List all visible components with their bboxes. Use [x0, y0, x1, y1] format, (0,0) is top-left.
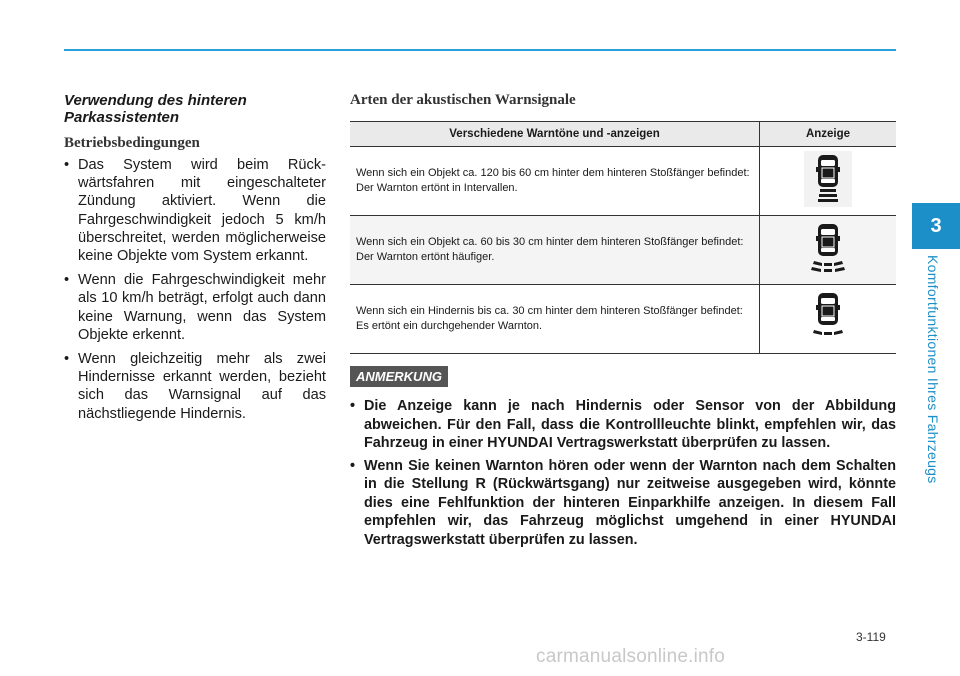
section-subtitle: Betriebsbedingungen — [64, 135, 200, 151]
watermark: carmanualsonline.info — [536, 646, 726, 667]
warning-table — [350, 121, 896, 354]
table-cell-icon — [760, 285, 897, 354]
table-header-cell: Verschiedene Warntöne und -anzeigen — [350, 122, 760, 147]
table-row — [350, 147, 896, 216]
list-item: • Wenn Sie keinen Warnton hören oder wenn der Warnton nach dem Schalten in die Stellung R (Rückwärtsgang) nur zeitweise ausgegeben wird, könnte dies eine Fehlfunktion der hinteren Einparkhilfe anzeigen. In diesem Fall empfehlen wir, das Fahrzeug möglichst umgehend in einer HYUNDAI Vertragswerkstatt überprüfen zu lassen. — [350, 457, 896, 548]
car-rear-sensor-far-icon — [804, 151, 852, 207]
note-list — [350, 397, 896, 549]
table-title: Arten der akustischen Warnsignale — [350, 92, 576, 108]
note-badge: ANMERKUNG — [350, 366, 448, 387]
list-item: • Das System wird beim Rückwärtsfahren mit eingeschalteter Zündung aktiviert. Wenn die Fahrgeschwindigkeit jedoch 5 km/h überschreitet, werden möglicherweise keine Objekte vom System erkannt. — [64, 157, 326, 265]
left-column — [64, 92, 326, 429]
condition-list — [64, 156, 326, 423]
table-header-cell: Anzeige — [760, 122, 897, 147]
bullet-icon: • — [350, 457, 356, 474]
list-item: • Die Anzeige kann je nach Hindernis oder Sensor von der Abbildung abweichen. Für den Fall, dass die Kontrollleuchte blinkt, empfehlen wir, das Fahrzeug in einer HYUNDAI Vertragswerkstatt überprüfen zu lassen. — [350, 398, 896, 451]
page-number: 3-119 — [856, 630, 886, 644]
bullet-icon: • — [64, 157, 70, 173]
list-item: • Wenn die Fahrgeschwindigkeit mehr als 10 km/h beträgt, erfolgt auch dann keine Warnung, wenn das System Objekte erkennt. — [64, 272, 326, 343]
table-cell-text: Wenn sich ein Hindernis bis ca. 30 cm hinter dem hinteren Stoßfänger befindet: Es ertönt ein durchgehender Warnton. — [350, 285, 760, 354]
table-row — [350, 216, 896, 285]
car-rear-sensor-mid-icon — [804, 220, 852, 276]
table-cell-icon — [760, 147, 897, 216]
chapter-tab: 3 — [912, 203, 960, 249]
top-rule — [64, 49, 896, 51]
table-cell-text: Wenn sich ein Objekt ca. 60 bis 30 cm hinter dem hinteren Stoßfänger befindet: Der Warnton ertönt häufiger. — [350, 216, 760, 285]
bullet-icon: • — [64, 272, 70, 289]
list-item: • Wenn gleichzeitig mehr als zwei Hindernisse erkannt werden, bezieht sich das Warnsignal auf das nächstliegende Hindernis. — [64, 351, 326, 422]
chapter-title: Komfortfunktionen Ihres Fahrzeugs — [925, 255, 941, 484]
right-column — [350, 92, 896, 553]
table-row — [350, 285, 896, 354]
table-header-row — [350, 122, 896, 147]
table-cell-icon — [760, 216, 897, 285]
table-cell-text: Wenn sich ein Objekt ca. 120 bis 60 cm hinter dem hinteren Stoßfänger befindet: Der Warnton ertönt in Intervallen. — [350, 147, 760, 216]
car-rear-sensor-near-icon — [804, 289, 852, 345]
section-title: Verwendung des hinteren Parkassistenten — [64, 92, 247, 126]
bullet-icon: • — [64, 351, 70, 368]
bullet-icon: • — [350, 398, 356, 414]
